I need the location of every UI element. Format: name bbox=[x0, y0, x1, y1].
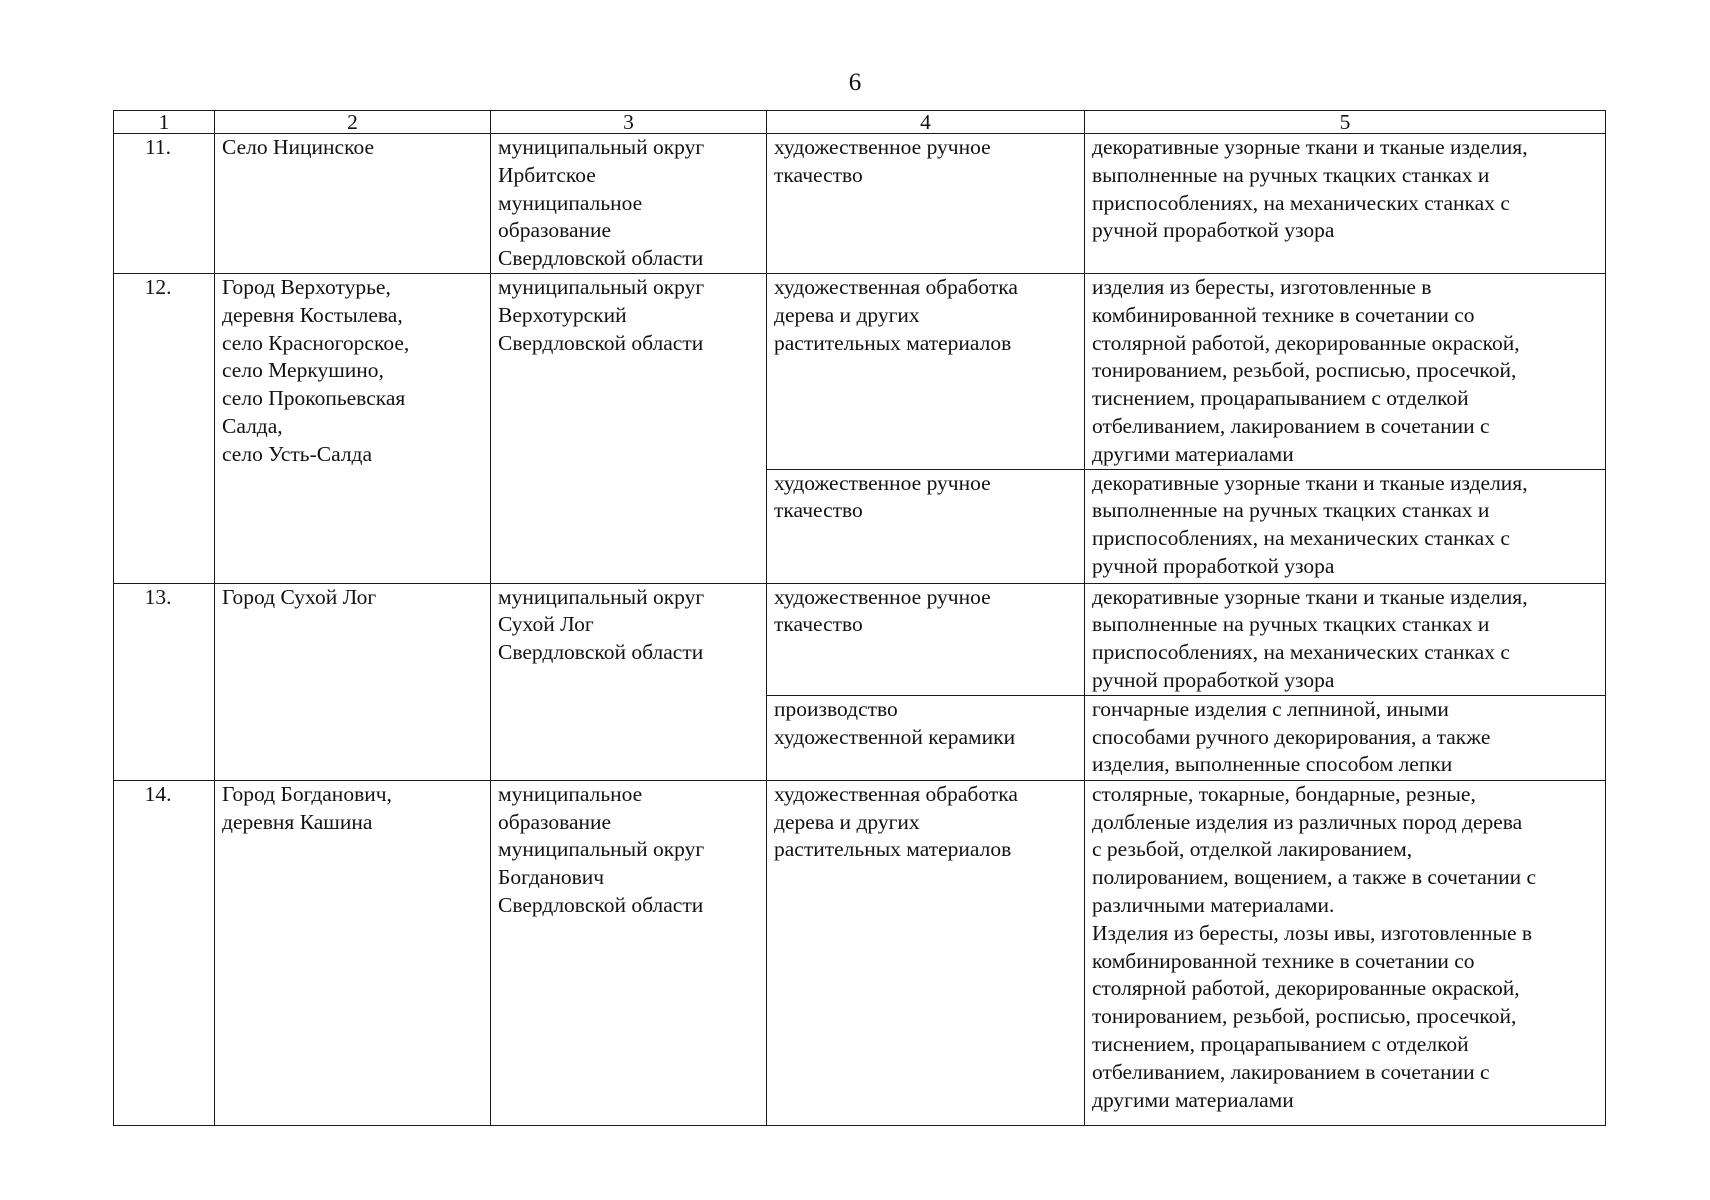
column-number-header: 5 bbox=[1085, 111, 1606, 134]
craft-cell: художественное ручное ткачество bbox=[767, 583, 1085, 695]
row-number: 13. bbox=[114, 583, 215, 780]
row-number: 11. bbox=[114, 134, 215, 274]
craft-cell: художественное ручное ткачество bbox=[767, 134, 1085, 274]
table-row bbox=[114, 134, 1606, 274]
products-cell: декоративные узорные ткани и тканые изделия, выполненные на ручных ткацких станках и приспособлениях, на механических станках с ручной проработкой узора bbox=[1085, 469, 1606, 583]
craft-cell: производство художественной керамики bbox=[767, 695, 1085, 780]
municipality-cell: муниципальный округ Сухой Лог Свердловской области bbox=[491, 583, 767, 780]
page-number: 6 bbox=[848, 69, 862, 96]
column-number-header: 3 bbox=[491, 111, 767, 134]
municipality-cell: муниципальный округ Верхотурский Свердловской области bbox=[491, 273, 767, 583]
locality-cell: Город Верхотурье, деревня Костылева, село Красногорское, село Меркушино, село Прокопьевская Салда, село Усть-Салда bbox=[215, 273, 491, 583]
locality-cell: Город Сухой Лог bbox=[215, 583, 491, 780]
craft-cell: художественная обработка дерева и других растительных материалов bbox=[767, 780, 1085, 1125]
locality-cell: Село Ницинское bbox=[215, 134, 491, 274]
products-cell: изделия из бересты, изготовленные в комбинированной технике в сочетании со столярной работой, декорированные окраской, тонированием, резьбой, росписью, просечкой, тиснением, процарапыванием с отделкой отбеливанием, лакированием в сочетании с другими материалами bbox=[1085, 273, 1606, 469]
craft-cell: художественная обработка дерева и других растительных материалов bbox=[767, 273, 1085, 469]
column-number-header: 4 bbox=[767, 111, 1085, 134]
table-row bbox=[114, 273, 1606, 469]
table-row bbox=[114, 583, 1606, 695]
row-number: 14. bbox=[114, 780, 215, 1125]
municipality-cell: муниципальный округ Ирбитское муниципальное образование Свердловской области bbox=[491, 134, 767, 274]
products-cell: гончарные изделия с лепниной, иными способами ручного декорирования, а также изделия, выполненные способом лепки bbox=[1085, 695, 1606, 780]
table-row bbox=[114, 780, 1606, 1125]
column-number-header: 2 bbox=[215, 111, 491, 134]
craft-cell: художественное ручное ткачество bbox=[767, 469, 1085, 583]
municipality-cell: муниципальное образование муниципальный округ Богданович Свердловской области bbox=[491, 780, 767, 1125]
products-cell: столярные, токарные, бондарные, резные, долбленые изделия из различных пород дерева с резьбой, отделкой лакированием, полированием, вощением, а также в сочетании с различными материалами. Изделия из бересты, лозы ивы, изготовленные в комбинированной технике в сочетании со столярной работой, декорированные окраской, тонированием, резьбой, росписью, просечкой, тиснением, процарапыванием с отделкой отбеливанием, лакированием в сочетании с другими материалами bbox=[1085, 780, 1606, 1125]
products-cell: декоративные узорные ткани и тканые изделия, выполненные на ручных ткацких станках и приспособлениях, на механических станках с ручной проработкой узора bbox=[1085, 583, 1606, 695]
column-number-header-row bbox=[114, 111, 1606, 134]
locality-cell: Город Богданович, деревня Кашина bbox=[215, 780, 491, 1125]
crafts-registry-table bbox=[113, 110, 1606, 1126]
products-cell: декоративные узорные ткани и тканые изделия, выполненные на ручных ткацких станках и приспособлениях, на механических станках с ручной проработкой узора bbox=[1085, 134, 1606, 274]
column-number-header: 1 bbox=[114, 111, 215, 134]
row-number: 12. bbox=[114, 273, 215, 583]
